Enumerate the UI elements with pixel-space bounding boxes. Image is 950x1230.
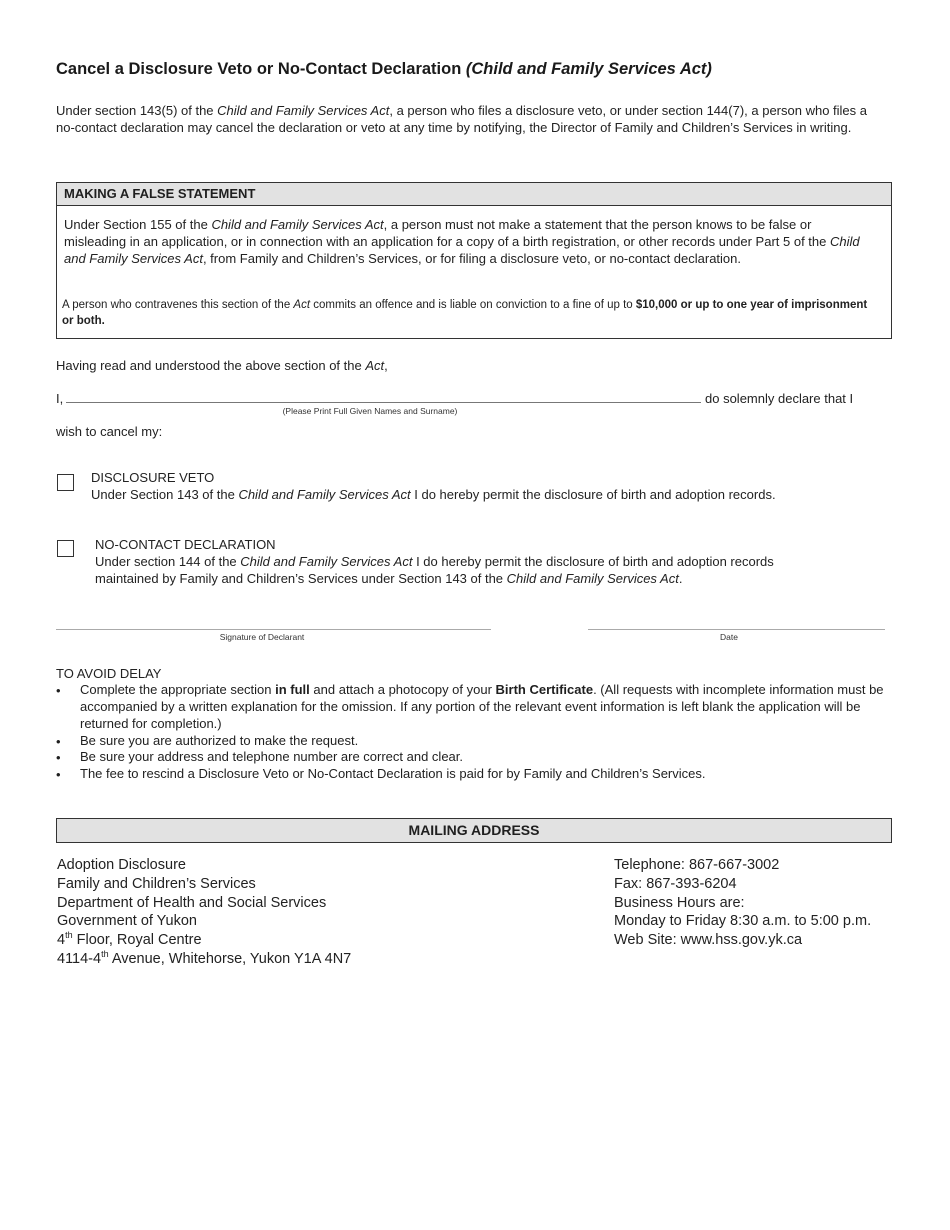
page-title xyxy=(56,60,712,79)
business-hours: Monday to Friday 8:30 a.m. to 5:00 p.m. xyxy=(614,913,872,930)
solemn-text: do solemnly declare that I xyxy=(705,391,854,406)
title-act: (Child and Family Services Act) xyxy=(465,60,712,78)
veto-text-b: I do hereby permit the disclosure of birth and adoption records. xyxy=(410,487,776,502)
false-statement-box xyxy=(56,182,892,339)
signature-caption: Signature of Declarant xyxy=(219,632,305,642)
telephone: Telephone: 867-667-3002 xyxy=(614,857,780,873)
l6-sup: th xyxy=(101,949,109,960)
false-statement-paragraph xyxy=(64,216,874,267)
mailing-address-left xyxy=(57,856,351,969)
fax: Fax: 867-393-6204 xyxy=(614,875,737,892)
no-contact-label: NO-CONTACT DECLARATION xyxy=(95,537,276,552)
veto-act: Child and Family Services Act xyxy=(238,487,411,502)
business-hours-label: Business Hours are: xyxy=(614,894,745,911)
full-name-field[interactable] xyxy=(66,402,701,403)
fs-text-c: , from Family and Children’s Services, or for filing a disclosure veto, or no-contact declaration. xyxy=(202,251,741,266)
intro-text-2: , a person who files a disclosure veto, or under section 144(7), a person who files a no-contact declaration may cancel the declaration or veto at any time by notifying, the Director of Family and Children’s Services in writing. xyxy=(56,103,867,135)
bullet-4-marker: • xyxy=(56,767,61,782)
b1-bold-2: Birth Certificate xyxy=(495,682,594,697)
b1-bold: in full xyxy=(275,682,310,697)
nc-act-2: Child and Family Services Act xyxy=(506,571,679,586)
b1-text-c: . (All requests with incomplete information must be accompanied by a written explanation for the omission. If any portion of the relevant event information is left blank the application will be returned for completion.) xyxy=(80,682,884,731)
date-field[interactable] xyxy=(588,629,885,630)
having-read-text xyxy=(56,357,388,374)
name-caption: (Please Print Full Given Names and Surname) xyxy=(282,406,458,416)
bullet-1-text xyxy=(80,681,885,732)
l5-b: Floor, Royal Centre xyxy=(72,932,202,949)
l6-a: 4114-4 xyxy=(57,950,102,967)
no-contact-checkbox[interactable] xyxy=(57,540,74,557)
address-line-3: Department of Health and Social Services xyxy=(57,894,327,911)
l6-b: Avenue, Whitehorse, Yukon Y1A 4N7 xyxy=(108,950,352,967)
no-contact-text xyxy=(95,553,840,587)
b1-text-b: and attach a photocopy of your xyxy=(309,682,496,697)
penalty-bold: $10,000 or up to one year of imprisonment or both. xyxy=(62,299,868,327)
address-line-5 xyxy=(57,931,351,950)
date-caption: Date xyxy=(720,632,738,642)
disclosure-veto-label: DISCLOSURE VETO xyxy=(91,470,215,485)
bullet-4-text: The fee to rescind a Disclosure Veto or No-Contact Declaration is paid for by Family and Children’s Services. xyxy=(80,766,706,781)
intro-act: Child and Family Services Act xyxy=(217,103,390,118)
title-main: Cancel a Disclosure Veto or No-Contact Declaration xyxy=(56,60,462,78)
read-act: Act xyxy=(365,358,385,373)
fs-act: Child and Family Services Act xyxy=(211,217,384,232)
bullet-2-text: Be sure you are authorized to make the request. xyxy=(80,733,359,748)
fs-text-b: , a person must not make a statement that the person knows to be false or misleading in an application, or in connection with an application for a copy of a birth registration, or other records under Part 5 of the xyxy=(64,217,830,249)
bullet-1-marker: • xyxy=(56,683,61,698)
intro-paragraph xyxy=(56,102,886,136)
disclosure-veto-text xyxy=(91,486,881,503)
wish-text: wish to cancel my: xyxy=(56,424,163,439)
nc-text-c: . xyxy=(678,571,683,586)
penalty-text-a: A person who contravenes this section of the xyxy=(62,299,294,311)
nc-text-b: I do hereby permit the disclosure of birth and adoption records maintained by Family and Children’s Services under Section 143 of the xyxy=(95,554,774,586)
disclosure-veto-checkbox[interactable] xyxy=(57,474,74,491)
read-text-a: Having read and understood the above section of the xyxy=(56,358,366,373)
false-statement-heading: MAKING A FALSE STATEMENT xyxy=(57,183,891,206)
fs-act-2: Child and Family Services Act xyxy=(64,234,860,266)
address-line-1: Adoption Disclosure xyxy=(57,857,186,873)
l5-a: 4 xyxy=(57,932,66,949)
nc-act: Child and Family Services Act xyxy=(240,554,413,569)
penalty-text-b: commits an offence and is liable on conviction to a fine of up to xyxy=(310,299,636,311)
bullet-2-marker: • xyxy=(56,734,61,749)
b1-text-a: Complete the appropriate section xyxy=(80,682,276,697)
address-line-6 xyxy=(57,950,351,969)
mailing-address-right xyxy=(614,856,871,950)
avoid-delay-heading: TO AVOID DELAY xyxy=(56,666,162,681)
l5-sup: th xyxy=(65,930,73,941)
bullet-3-marker: • xyxy=(56,750,61,765)
address-line-4: Government of Yukon xyxy=(57,913,197,930)
intro-text-1: Under section 143(5) of the xyxy=(56,103,218,118)
bullet-3-text: Be sure your address and telephone number are correct and clear. xyxy=(80,749,464,764)
penalty-act: Act xyxy=(293,299,311,311)
web-site: Web Site: www.hss.gov.yk.ca xyxy=(614,932,803,949)
signature-field[interactable] xyxy=(56,629,491,630)
read-text-b: , xyxy=(384,358,388,373)
penalty-paragraph xyxy=(62,297,872,329)
address-line-2: Family and Children’s Services xyxy=(57,875,256,892)
mailing-address-heading: MAILING ADDRESS xyxy=(56,818,892,843)
fs-text-a: Under Section 155 of the xyxy=(64,217,212,232)
i-label: I, xyxy=(56,391,64,406)
veto-text-a: Under Section 143 of the xyxy=(91,487,239,502)
nc-text-a: Under section 144 of the xyxy=(95,554,241,569)
